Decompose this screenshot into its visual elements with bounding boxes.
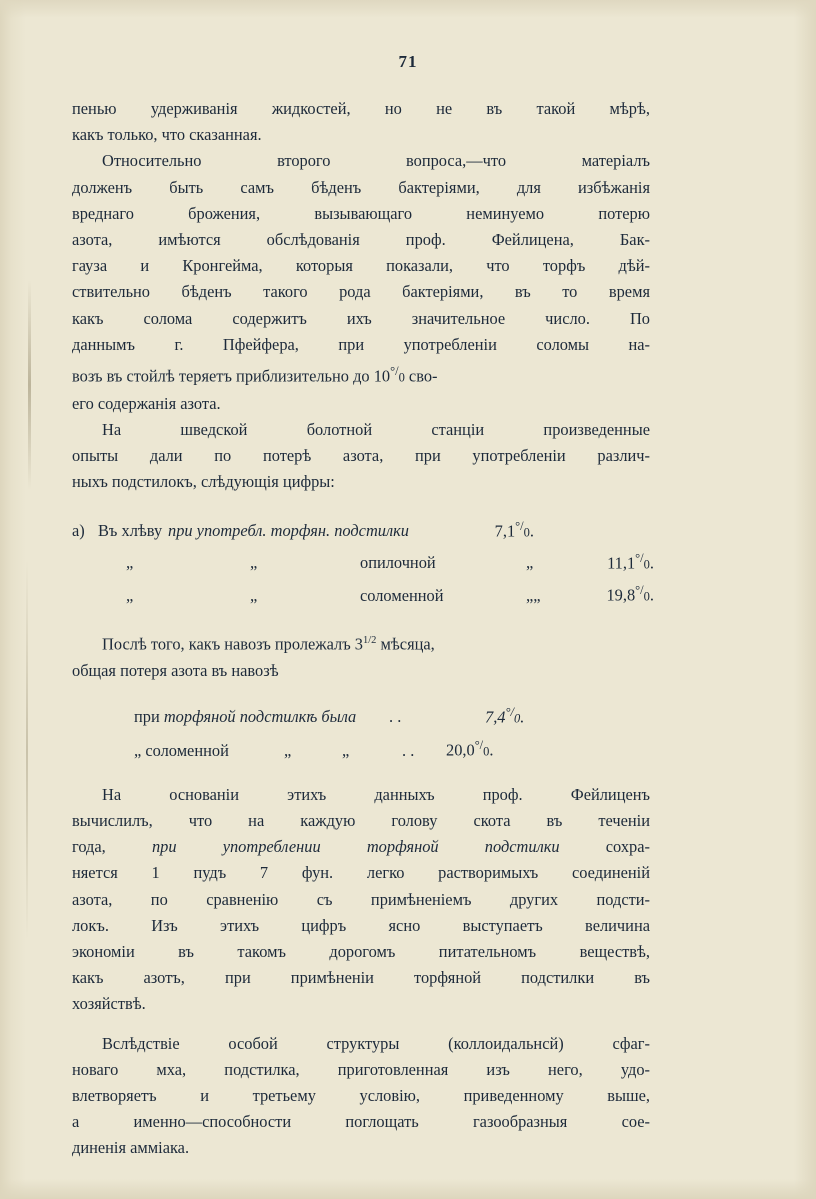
paragraph-5 [72,782,650,1018]
table-cell-ditto3: „„ [526,585,541,605]
text-line: вычислилъ, что на каждую голову скота въ теченіи [72,810,650,830]
table-cell-ditto2: „ [250,553,258,573]
text-line: хозяйствѣ. [72,994,146,1014]
text-line-with-percentage [72,358,650,391]
paragraph-4 [72,628,650,684]
text-line: няется 1 пудъ 7 фун. легко растворимыхъ соединеній [72,863,650,883]
table-row [134,699,650,732]
text-line: Вслѣдствіе особой структуры (коллоидальнсй) сфаг- [102,1033,650,1053]
text-line: а именно—способности поглощать газообразныя сое- [72,1112,650,1132]
text-line: какъ солома содержитъ ихъ значительное число. По [72,308,650,328]
text-line: На шведской болотной станціи произведенные [102,419,650,439]
paragraph-1 [72,96,650,148]
text-line-with-fraction [72,628,650,658]
table-cell-value [562,545,654,577]
table-cell-description: при употребл. торфян. подстилки [168,520,409,540]
table-row [72,545,654,577]
text-line: новаго мха, подстилка, приготовленная изъ него, удо- [72,1059,650,1079]
percent-subscript: 0 [643,589,650,604]
percent-glyph: °/ [515,518,524,533]
period: . [649,585,654,605]
text-line: пенью удерживанія жидкостей, но не въ такой мѣрѣ, [72,99,650,118]
table-cell-description [134,703,389,730]
percent-glyph: °/ [635,583,644,598]
table-cell-value [446,732,494,765]
text-fragment: Послѣ того, какъ навозъ пролежалъ 3 [102,634,363,654]
table-cell-value [562,577,654,609]
table-cell-ditto2: „ [342,740,350,760]
percent-subscript: 0 [643,557,650,572]
percent-glyph: °/ [635,550,644,565]
text-line: какъ азотъ, при примѣненіи торфяной подстилки въ [72,968,650,988]
table-cell-value [444,513,534,545]
page-number: 71 [398,52,418,71]
table-cell-leader: . . [389,707,402,727]
paragraph-2 [72,148,650,417]
table-cell-leader: . . [402,740,415,760]
value-number: 19,8 [606,585,636,605]
table-cell-description: „ соломенной [134,740,229,760]
text-fragment: сохра- [559,837,650,857]
text-line: его содержанія азота. [72,393,221,413]
text-line: гауза и Кронгейма, которыя показали, что торфъ дѣй- [72,256,650,276]
text-line: азота, имѣются обслѣдованія проф. Фейлицена, Бак- [72,230,650,250]
text-line: долженъ быть самъ бѣденъ бактеріями, для избѣжанія [72,177,650,197]
text-line: На основаніи этихъ данныхъ проф. Фейлиценъ [102,784,650,804]
percent-subscript: 0 [398,370,405,385]
table-cell-ditto2: „ [250,585,258,605]
value-number: 20,0 [446,740,475,760]
text-fragment-italic: торфяной подстилкѣ была [163,707,357,727]
table-cell-ditto3: „ [526,553,534,573]
paragraph-3 [72,417,650,496]
period: . [529,520,534,540]
text-fragment: возъ въ стойлѣ теряетъ приблизительно до 10 [72,366,391,386]
period: . [520,707,525,727]
text-line: диненія амміака. [72,1138,190,1158]
text-line-mixed [72,834,650,860]
value-number: 11,1 [607,553,636,573]
value-number: 7,4 [485,707,506,727]
text-line: общая потеря азота въ навозѣ [72,660,279,680]
percent-subscript: 0 [523,524,530,539]
paragraph-6 [72,1031,650,1162]
text-line: опыты дали по потерѣ азота, при употребленіи различ- [72,446,650,466]
table-cell-ditto: „ [284,740,292,760]
text-line: локъ. Изъ этихъ цифръ ясно выступаетъ величина [72,915,650,935]
page-body-text [72,96,654,1162]
text-fragment: сво- [404,366,438,386]
text-line: Относительно второго вопроса,—что матеріалъ [102,151,650,171]
table-cell-description: соломенной [360,585,444,605]
table-row [72,513,650,545]
text-line: даннымъ г. Пфейфера, при употребленіи соломы на- [72,334,650,354]
value-number: 7,1 [494,520,516,540]
period: . [489,740,494,760]
table-cell-ditto: „ [126,553,134,573]
table-cell-value [485,699,524,732]
loss-table-manure [134,699,650,766]
percent-glyph: °/ [390,364,399,379]
loss-table-stable [72,513,654,610]
text-line: какъ только, что сказанная. [72,125,262,145]
table-row [134,732,650,765]
text-fragment: при [134,707,164,727]
text-line: ныхъ подстилокъ, слѣдующія цифры: [72,472,335,492]
table-cell-description: опилочной [360,553,436,573]
percent-glyph: °/ [505,704,514,719]
text-fragment: года, [72,837,152,857]
table-cell-ditto: „ [126,585,134,605]
text-line: ствительно бѣденъ такого рода бактеріями, въ то время [72,282,650,302]
text-line: азота, по сравненію съ примѣненіемъ других подсти- [72,889,650,909]
text-line: влетворяетъ и третьему условію, приведенному выше, [72,1085,650,1105]
text-fragment: мѣсяца, [376,634,435,654]
table-cell-location: Въ хлѣву [98,520,163,540]
percent-glyph: °/ [474,738,484,753]
fraction: 1/2 [363,634,377,646]
text-fragment-italic: при употреблении торфяной подстилки [151,837,560,857]
percent-subscript: 0 [513,711,521,726]
table-row [72,577,654,609]
list-marker: а) [72,520,85,540]
text-line: вреднаго брожения, вызывающаго неминуемо потерю [72,203,650,223]
text-line: экономіи въ такомъ дорогомъ питательномъ веществѣ, [72,941,650,961]
period: . [649,553,654,573]
percent-subscript: 0 [483,744,490,759]
